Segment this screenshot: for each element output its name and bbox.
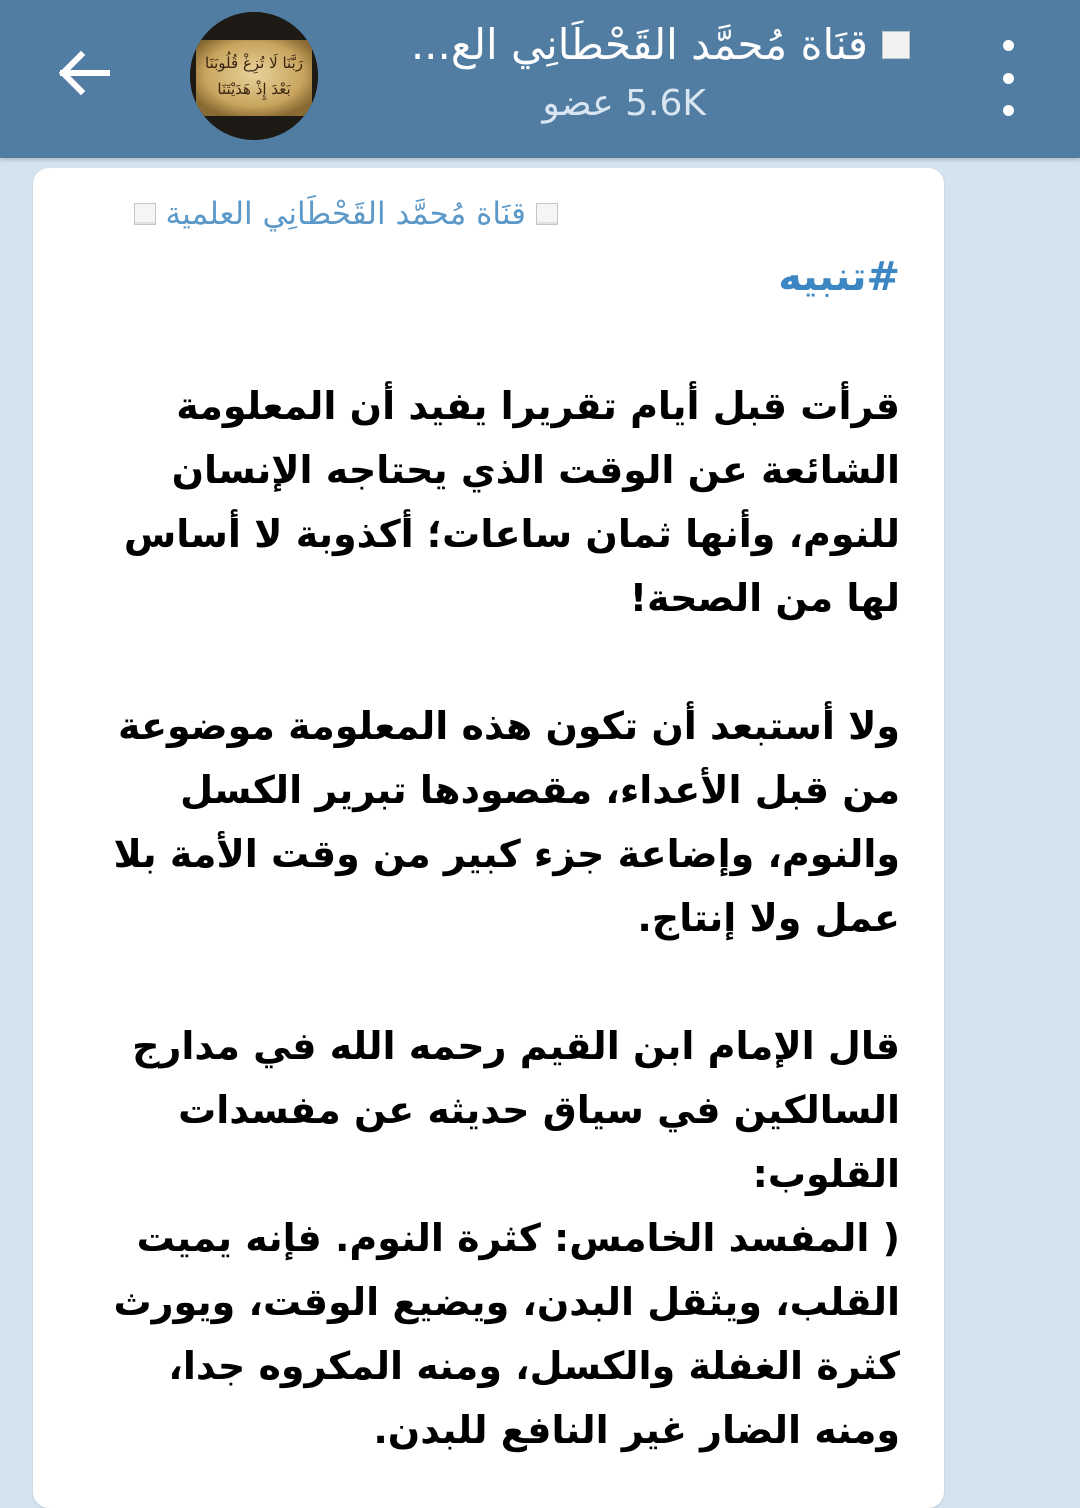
square-glyph-icon — [134, 203, 156, 225]
arrow-left-icon — [59, 51, 111, 95]
forwarded-from[interactable] — [134, 192, 559, 236]
hashtag-link[interactable]: #تنبيه — [778, 254, 900, 300]
message-paragraph-3: قال الإمام ابن القيم رحمه الله في مدارج السالكين في سياق حديثه عن مفسدات القلوب: — [132, 1024, 900, 1196]
message-paragraph-1: قرأت قبل أيام تقريرا يفيد أن المعلومة الشائعة عن الوقت الذي يحتاجه الإنسان للنوم، وأنها ثمان ساعات؛ أكذوبة لا أساس لها من الصحة! — [123, 384, 900, 620]
paragraph-gap — [77, 950, 900, 1014]
channel-avatar[interactable] — [190, 12, 318, 140]
member-count: 5.6K عضو — [542, 83, 706, 124]
avatar-text-line2: بَعْدَ إِذْ هَدَيْتَنَا — [217, 80, 291, 98]
more-vertical-icon — [1003, 40, 1014, 51]
more-menu-button[interactable] — [984, 40, 1032, 116]
message-paragraph-4: ( المفسد الخامس: كثرة النوم. فإنه يميت القلب، ويثقل البدن، ويضيع الوقت، ويورث كثرة الغفلة والكسل، ومنه المكروه جدا، ومنه الضار غير النافع للبدن. — [113, 1216, 900, 1452]
app-bar — [0, 0, 1080, 158]
channel-title-block[interactable] — [350, 14, 910, 134]
message-bubble[interactable] — [33, 168, 944, 1508]
square-glyph-icon — [882, 31, 910, 59]
menu-dot — [1003, 105, 1014, 116]
back-button[interactable] — [40, 33, 130, 113]
channel-title: قنَاة مُحمَّد القَحْطَانِي الع... — [410, 20, 868, 69]
message-text — [77, 374, 900, 1462]
forwarded-channel-name: قنَاة مُحمَّد القَحْطَانِي العلمية — [165, 196, 526, 232]
menu-dot — [1003, 73, 1014, 84]
avatar-text-line1: رَبَّنَا لَا تُزِغْ قُلُوبَنَا — [205, 54, 303, 72]
square-glyph-icon — [536, 203, 558, 225]
message-paragraph-2: ولا أستبعد أن تكون هذه المعلومة موضوعة من قبل الأعداء، مقصودها تبرير الكسل والنوم، وإضاعة جزء كبير من وقت الأمة بلا عمل ولا إنتاج. — [113, 704, 900, 940]
avatar-image — [190, 12, 318, 140]
paragraph-gap — [77, 630, 900, 694]
